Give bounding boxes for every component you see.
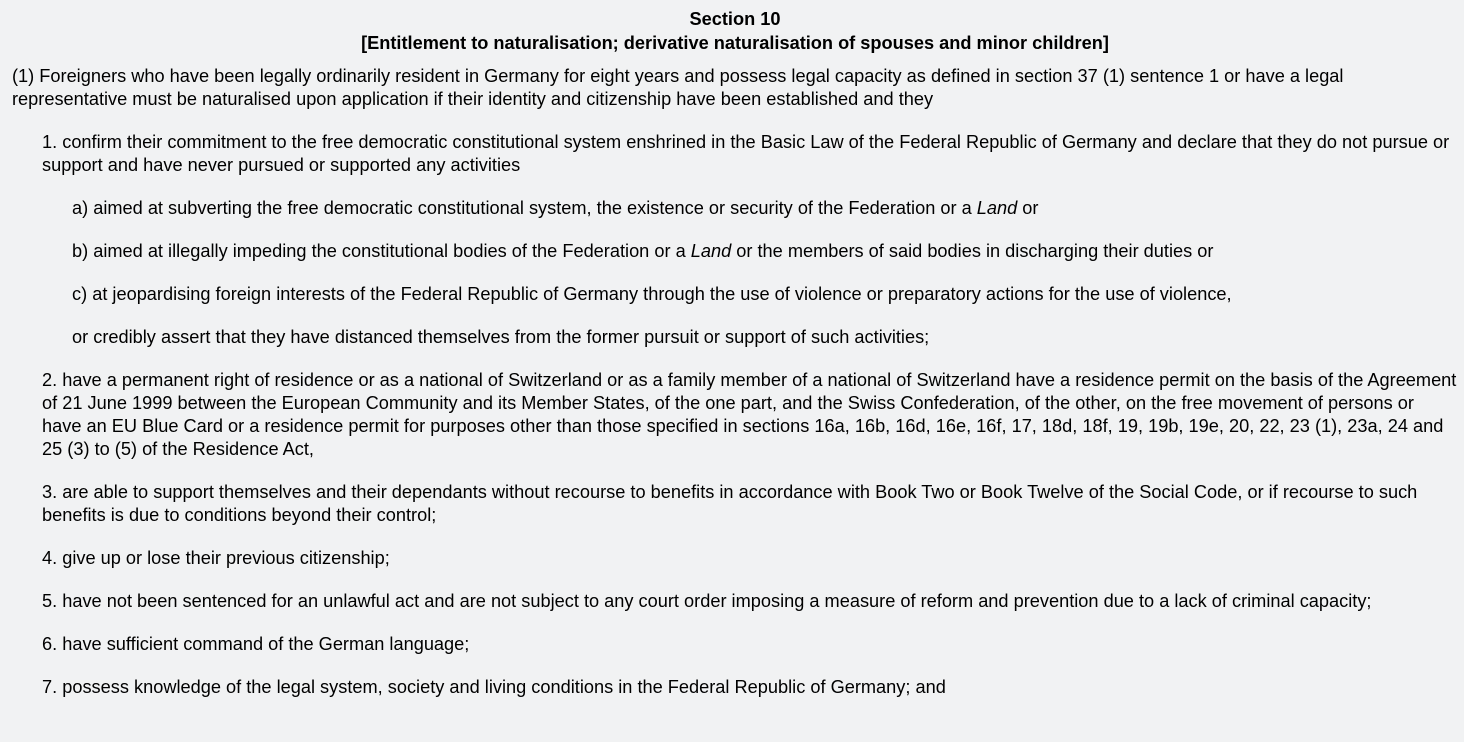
item-3: 3. are able to support themselves and their dependants without recourse to benefits in accordance with Book Two or Book Twelve of the Social Code, or if recourse to such benefits is due to conditions beyond their control; — [42, 482, 1418, 525]
item-5: 5. have not been sentenced for an unlawful act and are not subject to any court order imposing a measure of reform and prevention due to a lack of criminal capacity; — [42, 591, 1372, 611]
item-7: 7. possess knowledge of the legal system, society and living conditions in the Federal Republic of Germany; and — [42, 677, 946, 697]
item-1-sub-b — [72, 240, 1458, 263]
item-1-sub-a — [72, 197, 1458, 220]
item-1-closing: or credibly assert that they have distanced themselves from the former pursuit or support of such activities; — [72, 327, 930, 347]
item-1-sub-c: c) at jeopardising foreign interests of the Federal Republic of Germany through the use of violence or preparatory actions for the use of violence, — [72, 284, 1232, 304]
sub-b-land: Land — [690, 241, 732, 261]
item-2: 2. have a permanent right of residence or as a national of Switzerland or as a family member of a national of Switzerland have a residence permit on the basis of the Agreement of 21 June 1999 between the European Community and its Member States, of the one part, and the Swiss Confederation, of the other, on the free movement of persons or have an EU Blue Card or a residence permit for purposes other than those specified in sections 16a, 16b, 16d, 16e, 16f, 17, 18d, 18f, 19, 19b, 19e, 20, 22, 23 (1), 23a, 24 and 25 (3) to (5) of the Residence Act, — [42, 370, 1457, 459]
sub-a-text: a) aimed at subverting the free democratic constitutional system, the existence or security of the Federation or a — [72, 198, 977, 218]
item-1: 1. confirm their commitment to the free democratic constitutional system enshrined in the Basic Law of the Federal Republic of Germany and declare that they do not pursue or support and have never pursued or supported any activities — [42, 132, 1450, 175]
section-title: [Entitlement to naturalisation; derivative naturalisation of spouses and minor children] — [361, 33, 1109, 53]
sub-a-tail: or — [1017, 198, 1039, 218]
item-6: 6. have sufficient command of the German language; — [42, 634, 470, 654]
section-number: Section 10 — [689, 9, 781, 29]
sub-b-tail: or the members of said bodies in discharging their duties or — [731, 241, 1214, 261]
sub-a-land: Land — [976, 198, 1018, 218]
section-heading — [12, 7, 1458, 55]
paragraph-1-intro: (1) Foreigners who have been legally ordinarily resident in Germany for eight years and possess legal capacity as defined in section 37 (1) sentence 1 or have a legal representative must be naturalised upon application if their identity and citizenship have been established and they — [12, 66, 1344, 109]
sub-b-text: b) aimed at illegally impeding the constitutional bodies of the Federation or a — [72, 241, 691, 261]
item-4: 4. give up or lose their previous citizenship; — [42, 548, 390, 568]
